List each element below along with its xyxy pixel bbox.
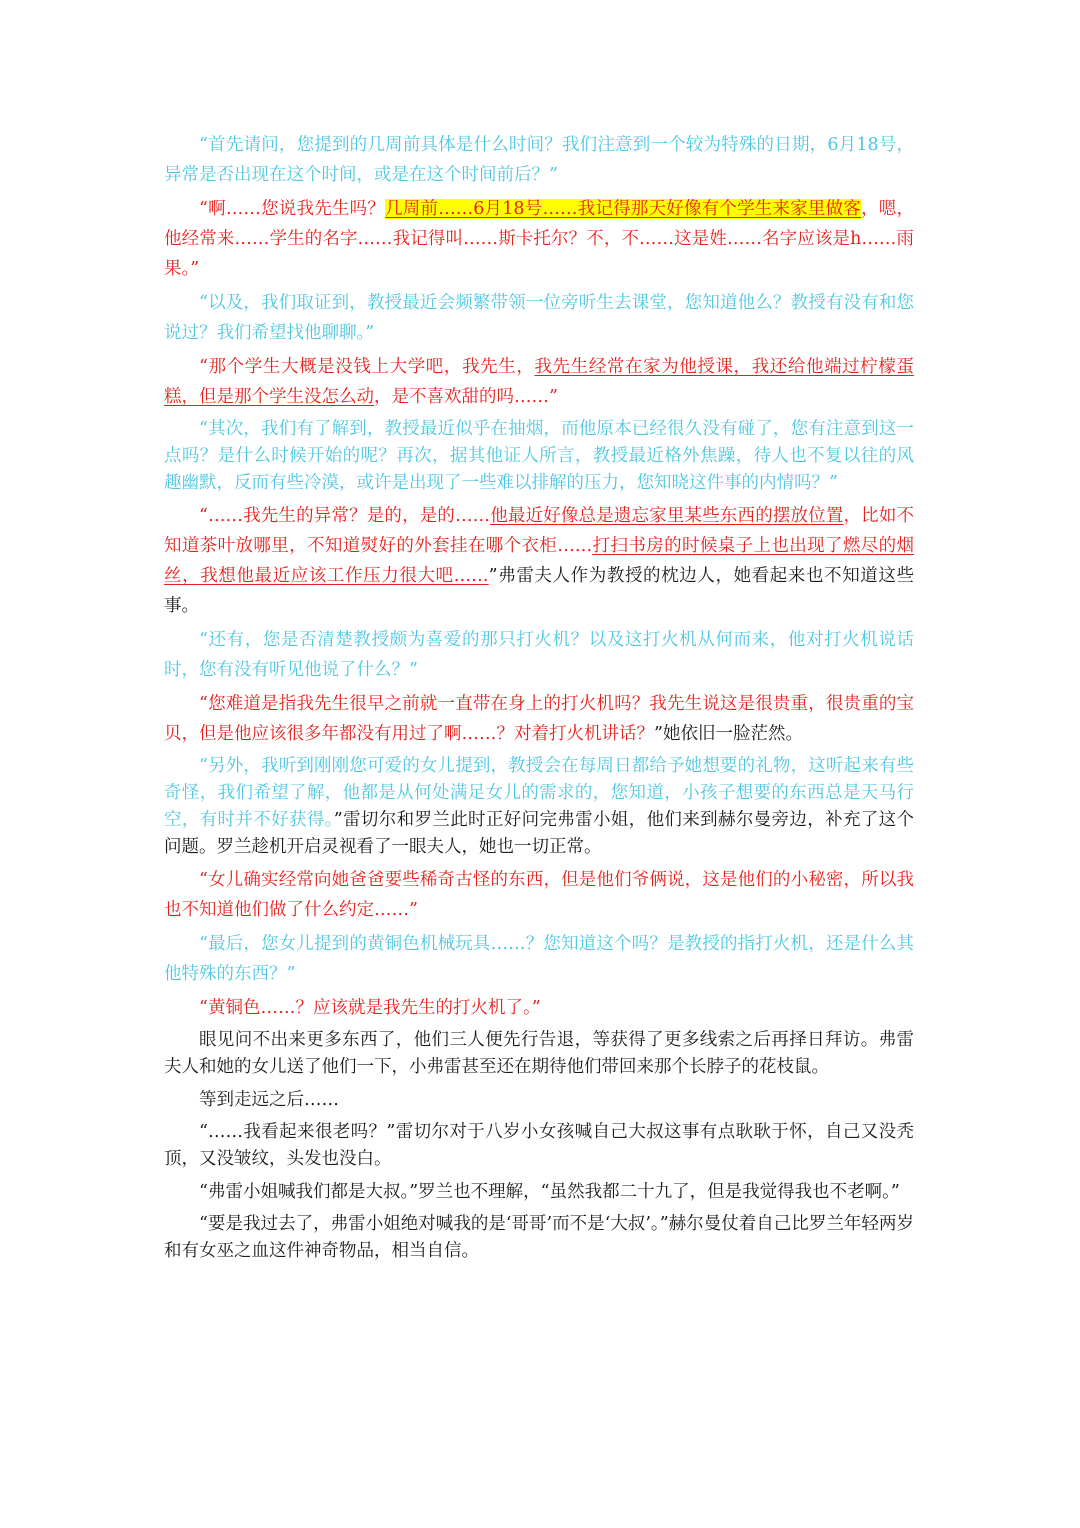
paragraph-question-date: “首先请问，您提到的几周前具体是什么时间？我们注意到一个较为特殊的日期，6月18号，异常是否出现在这个时间，或是在这个时间前后？” xyxy=(164,135,914,185)
underlined-text: 打扫书房的时候桌子上也出现了燃尽的烟丝，我想他最近应该工作压力很大吧…… xyxy=(164,536,914,586)
underlined-text: 他最近好像总是遗忘家里某些东西的摆放位置 xyxy=(490,506,844,526)
narration-text: ” xyxy=(488,566,498,586)
question-text: “另外，我听到刚刚您可爱的女儿提到，教授会在每周日都给予她想要的礼物，这听起来有些奇怪，我们希望了解，他都是从何处满足女儿的需求的，您知道，小孩子想要的东西总是天马行空，有时并不好获得。 xyxy=(164,756,914,830)
answer-text: ，比如不知道茶叶放哪里，不知道熨好的外套挂在哪个衣柜…… xyxy=(164,506,915,556)
paragraph-answer-date xyxy=(164,194,914,284)
paragraph-question-smoking: “其次，我们有了解到，教授最近似乎在抽烟，而他原本已经很久没有碰了，您有注意到这一点吗？是什么时候开始的呢？再次，据其他证人所言，教授最近格外焦躁，待人也不复以往的风趣幽默，反而有些冷漠，或许是出现了一些难以排解的压力，您知晓这件事的内情吗？” xyxy=(164,419,914,493)
narration-text: ”雷切尔和罗兰此时正好问完弗雷小姐，他们来到赫尔曼旁边，补充了这个问题。罗兰趁机开启灵视看了一眼夫人，她也一切正常。 xyxy=(164,810,914,857)
paragraph-narration-walk: 等到走远之后…… xyxy=(199,1090,339,1110)
answer-text: ，嗯，他经常来……学生的名字……我记得叫……斯卡托尔？不，不……这是姓……名字应该是h……雨果。” xyxy=(164,199,915,279)
answer-text: “那个学生大概是没钱上大学吧，我先生， xyxy=(199,357,535,377)
paragraph-dialogue-rachel: “……我看起来很老吗？”雷切尔对于八岁小女孩喊自己大叔这事有点耿耿于怀，自己又没秃顶，又没皱纹，头发也没白。 xyxy=(164,1122,914,1169)
answer-text: ，是不喜欢甜的吗……” xyxy=(374,387,558,407)
paragraph-answer-auditor xyxy=(164,352,914,412)
paragraph-answer-lighter xyxy=(164,689,914,749)
paragraph-question-auditor: “以及，我们取证到，教授最近会频繁带领一位旁听生去课堂，您知道他么？教授有没有和您说过？我们希望找他聊聊。” xyxy=(164,293,914,343)
paragraph-answer-toy: “黄铜色……？应该就是我先生的打火机了。” xyxy=(199,998,541,1018)
narration-text: ”她依旧一脸茫然。 xyxy=(654,724,803,744)
answer-text: “您难道是指我先生很早之前就一直带在身上的打火机吗？我先生说这是很贵重，很贵重的宝贝，但是他应该很多年都没有用过了啊……？对着打火机讲话？ xyxy=(164,694,914,744)
paragraph-answer-gifts: “女儿确实经常向她爸爸要些稀奇古怪的东西，但是他们爷俩说，这是他们的小秘密，所以我也不知道他们做了什么约定……” xyxy=(164,870,914,920)
answer-text: “……我先生的异常？是的，是的…… xyxy=(199,506,491,526)
paragraph-answer-smoking xyxy=(164,501,914,621)
highlighted-underlined-text: 几周前……6月18号……我记得那天好像有个学生来家里做客 xyxy=(385,199,862,219)
paragraph-question-toy: “最后，您女儿提到的黄铜色机械玩具……？您知道这个吗？是教授的指打火机，还是什么其他特殊的东西？” xyxy=(164,934,914,984)
paragraph-narration-leave: 眼见问不出来更多东西了，他们三人便先行告退，等获得了更多线索之后再择日拜访。弗雷夫人和她的女儿送了他们一下，小弗雷甚至还在期待他们带回来那个长脖子的花枝鼠。 xyxy=(164,1030,914,1077)
answer-text: “啊……您说我先生吗？ xyxy=(199,199,386,219)
paragraph-dialogue-herman: “要是我过去了，弗雷小姐绝对喊我的是‘哥哥’而不是‘大叔’。”赫尔曼仗着自己比罗兰年轻两岁和有女巫之血这件神奇物品，相当自信。 xyxy=(164,1214,914,1261)
underlined-text: 我先生经常在家为他授课，我还给他端过柠檬蛋糕，但是那个学生没怎么动 xyxy=(164,357,914,407)
narration-text: 弗雷夫人作为教授的枕边人，她看起来也不知道这些事。 xyxy=(164,566,915,616)
document-body xyxy=(164,130,914,1269)
paragraph-question-lighter: “还有，您是否清楚教授颇为喜爱的那只打火机？以及这打火机从何而来，他对打火机说话时，您有没有听见他说了什么？” xyxy=(164,630,914,680)
paragraph-question-gifts xyxy=(164,753,914,861)
paragraph-dialogue-roland: “弗雷小姐喊我们都是大叔。”罗兰也不理解，“虽然我都二十九了，但是我觉得我也不老啊。” xyxy=(199,1182,900,1202)
